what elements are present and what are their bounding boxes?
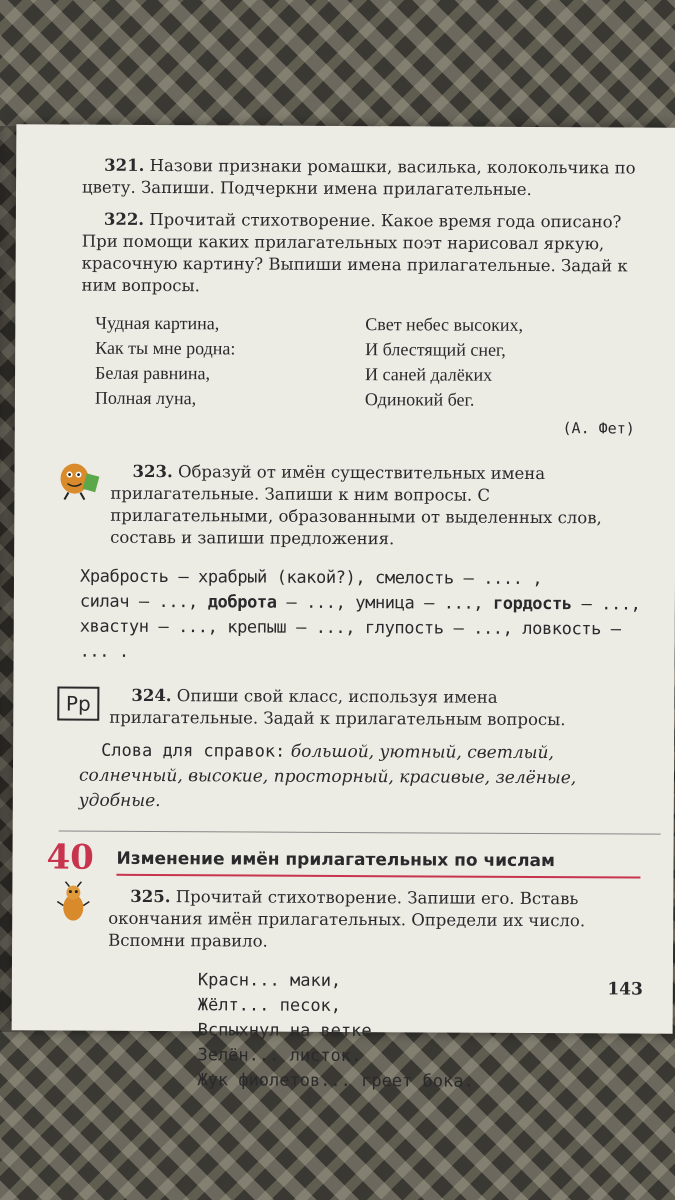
exercise-text: Прочитай стихотворение. Запиши его. Вставь окончания имён прилагательных. Определи их число. Вспомни правило.: [108, 887, 586, 951]
poem-line: Зелён... листок.: [197, 1045, 362, 1067]
page-number: 143: [607, 979, 643, 1000]
exercise-number: 324.: [131, 685, 172, 706]
word-pair: – ..., умница – ...,: [286, 592, 484, 614]
lesson-header: [46, 839, 640, 878]
exercise-321: [82, 155, 644, 202]
exercise-number: 325.: [130, 886, 171, 907]
word-pair: – ...,: [581, 594, 641, 615]
reference-label: Слова для справок:: [101, 740, 286, 762]
exercise-323: [80, 461, 642, 552]
textbook-page: [12, 124, 675, 1092]
highlighted-word: гордость: [492, 593, 572, 615]
section-divider: [59, 831, 661, 835]
reference-list: большой, уютный, светлый, солнечный, высокие, просторный, красивые, зелёные, удобные.: [78, 741, 577, 812]
exercise-number: 321.: [104, 155, 145, 175]
exercise-text: Назови признаки ромашки, василька, колокольчика по цвету. Запиши. Подчеркни имена прилагательные.: [81, 155, 636, 199]
exercise-322: [81, 209, 643, 300]
exercise-text-block: [109, 685, 641, 732]
poem-line: Красн... маки,: [197, 970, 342, 991]
word-list-323: [80, 565, 643, 668]
reference-words: [79, 739, 641, 817]
poem-325: [197, 968, 640, 1095]
word-pair: хвастун – ..., крепыш – ..., глупость – ..., ловкость – ... .: [79, 616, 621, 662]
speech-development-badge: Рр: [57, 686, 99, 720]
exercise-number: 323.: [132, 461, 173, 482]
highlighted-word: доброта: [207, 592, 277, 613]
exercise-325: [78, 886, 640, 955]
poem-fet: [95, 311, 644, 414]
poem-line: И блестящий снег,: [365, 339, 506, 360]
poem-line: Вспыхнул на ветке: [197, 1020, 372, 1042]
poem-line: Белая равнина,: [95, 362, 211, 384]
poem-line: Полная луна,: [94, 387, 197, 409]
lesson-number: 40: [46, 837, 94, 878]
poem-line: И саней далёких: [365, 364, 493, 385]
exercise-text-block: [108, 886, 640, 955]
poem-line: Свет небес высоких,: [365, 314, 524, 335]
poem-line: Одинокий бег.: [364, 389, 475, 410]
exercise-324: [65, 685, 641, 732]
lesson-title: Изменение имён прилагательных по числам: [116, 848, 640, 879]
page-content: [46, 155, 644, 1096]
exercise-text-block: [110, 461, 642, 552]
exercise-number: 322.: [103, 209, 145, 229]
poem-column-right: [365, 312, 636, 413]
word-pair: Храбрость – храбрый (какой?), смелость – .... ,: [79, 566, 543, 590]
poem-line: Жёлт... песок,: [197, 995, 342, 1016]
mascot-character-icon: [54, 456, 100, 500]
word-pair: силач – ...,: [79, 591, 198, 613]
bug-character-icon: [56, 881, 90, 925]
poem-column-left: [95, 311, 366, 412]
poem-line: Чудная картина,: [95, 312, 220, 334]
exercise-text: Образуй от имён существительных имена прилагательные. Запиши к ним вопросы. С прилагательными, образованными от выделенных слов, составь и запиши предложения.: [110, 462, 602, 549]
poem-line: Как ты мне родна:: [95, 337, 236, 359]
poem-author: (А. Фет): [562, 419, 635, 438]
exercise-text: Опиши свой класс, используя имена прилагательные. Задай к прилагательным вопросы.: [109, 686, 566, 730]
poem-line: Жук фиолетов... греет бока.: [197, 1070, 474, 1092]
exercise-text: Прочитай стихотворение. Какое время года описано? При помощи каких прилагательных поэт нарисовал яркую, красочную картину? Выпиши имена прилагательные. Задай к ним вопросы.: [81, 209, 628, 296]
